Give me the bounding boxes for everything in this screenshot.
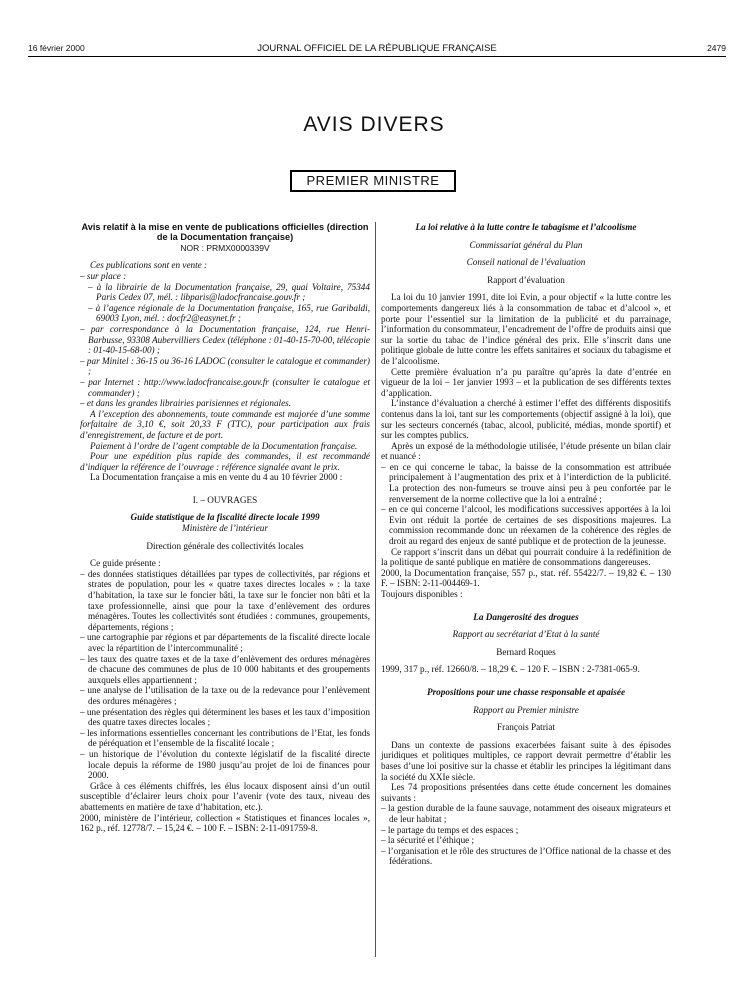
guide-intro: Ce guide présente : xyxy=(90,558,161,569)
paragraph: Grâce à ces éléments chiffrés, les élus locaux disposent ainsi d’un outil susceptible d’éclairer leurs choix pour l’avenir (vote des taux, niveau des abattements en matière de taxe d’habitation, etc.). xyxy=(80,780,370,812)
paragraph: Paiement à l’ordre de l’agent comptable de la Documentation française. xyxy=(90,440,358,451)
list-item: – les taux des quatre taxes et de la taxe d’enlèvement des ordures ménagères de chacune des communes de plus de 10 000 habitants et des groupements auxquels elles appartiennent ; xyxy=(80,653,370,685)
list-item: – une cartographie par régions et par départements de la fiscalité directe locale avec la répartition de l’intercommunalité ; xyxy=(80,632,370,653)
list-item: – par Internet : http://www.ladocfrancaise.gouv.fr (consulter le catalogue et commander) ; xyxy=(80,376,370,398)
ministry-box: PREMIER MINISTRE xyxy=(290,170,456,192)
header-date: 16 février 2000 xyxy=(28,43,85,53)
list-item: – des données statistiques détaillées par types de collectivités, par régions et strates de population, pour les « quatre taxes directes locales » : la taxe d’habitation, la taxe sur le foncier bâti, la taxe sur le foncier non bâti et la taxe professionnelle, ainsi que pour la taxe d’enlèvement des ordures ménagères. Toutes les collectivités sont étudiées : communes, groupements, départements, régions ; xyxy=(80,568,370,632)
chasse-author: François Patriat xyxy=(497,722,555,733)
guide-title: Guide statistique de la fiscalité directe locale 1999 xyxy=(130,512,320,523)
column-divider xyxy=(375,222,376,957)
paragraph: Cette première évaluation n’a pu paraître qu’après la date d’entrée en vigueur de la loi – 1er janvier 1993 – et la publication de ses différents textes d’application. xyxy=(381,366,671,398)
dangerosite-title: La Dangerosité des drogues xyxy=(473,611,579,622)
list-item: – par correspondance à la Documentation française, 124, rue Henri-Barbusse, 93308 Aubervilliers Cedex (téléphone : 01-40-15-70-00, télécopie : 01-40-15-68-00) ; xyxy=(80,323,370,356)
paragraph: Dans un contexte de passions exacerbées faisant suite à des épisodes juridiques et politiques multiples, ce rapport devrait permettre d’établir les bases d’une loi positive sur la chasse et établir les principes la légitimant dans la société du XXIe siècle. xyxy=(381,739,671,782)
list-item: – et dans les grandes librairies parisiennes et régionales. xyxy=(80,398,292,409)
loi-subtitle: Conseil national de l’évaluation xyxy=(466,257,586,268)
paragraph: La Documentation française a mis en vente du 4 au 10 février 2000 : xyxy=(90,472,343,483)
notice-title: Avis relatif à la mise en vente de publications officielles (direction de la Documentation française) xyxy=(81,222,369,243)
loi-subtitle: Rapport d’évaluation xyxy=(487,274,565,285)
guide-ministry: Ministère de l’intérieur xyxy=(182,523,268,534)
list-item: – une analyse de l’utilisation de la taxe ou de la redevance pour l’enlèvement des ordures ménagères ; xyxy=(80,685,370,706)
right-column xyxy=(381,222,671,867)
list-item: – à la librairie de la Documentation française, 29, quai Voltaire, 75344 Paris Cedex 07, mél. : libparis@ladocfrancaise.gouv.fr ; xyxy=(88,281,370,303)
paragraph: La loi du 10 janvier 1991, dite loi Evin, a pour objectif « la lutte contre les comportements dangereux liés à la consommation de tabac et d’alcool », et porte pour l’essentiel sur la limitation de la publicité et du parrainage, l’information du consommateur, l’encadrement de l’offre de produits ainsi que sur la sortie du tabac de l’indice général des prix. Elle s’inscrit dans une politique globale de lutte contre les effets sanitaires et sociaux du tabagisme et de l’alcoolisme. xyxy=(381,292,671,366)
paragraph: L’instance d’évaluation a cherché à estimer l’effet des différents dispositifs contenus dans la loi, tant sur les comportements (objectif assigné à la loi), que sur les secteurs concernés (tabac, alcool, publicité, médias, monde sportif) et sur les comptes publics. xyxy=(381,398,671,441)
list-item: – en ce qui concerne l’alcool, les modifications successives apportées à la loi Evin ont réduit la portée de certaines de ses dispositions majeures. La commission recommande donc un réexamen de la cohérence des règles de droit au regard des enjeux de santé publique et de protection de la jeunesse. xyxy=(381,504,671,547)
loi-subtitle: Commissariat général du Plan xyxy=(469,239,583,250)
left-column xyxy=(80,222,370,834)
paragraph: Les 74 propositions présentées dans cette étude concernent les domaines suivants : xyxy=(381,782,671,803)
loi-reference: 2000, la Documentation française, 557 p., stat. réf. 55422/7. – 19,82 €. – 130 F. – ISBN: 2-11-004469-1. xyxy=(381,567,671,589)
toujours-disponibles: Toujours disponibles : xyxy=(381,589,463,599)
chasse-subtitle: Rapport au Premier ministre xyxy=(473,704,579,715)
list-item: – un historique de l’évolution du contexte législatif de la fiscalité directe locale depuis la réforme de 1980 jusqu’au projet de loi de finances pour 2000. xyxy=(80,748,370,781)
ouvrages-heading: I. – OUVRAGES xyxy=(192,494,258,505)
list-item: – l’organisation et le rôle des structures de l’Office national de la chasse et des fédérations. xyxy=(381,845,671,867)
paragraph: Ce rapport s’inscrit dans un débat qui pourrait conduire à la redéfinition de la politique de santé publique en matière de consommations dangereuses. xyxy=(381,546,671,568)
list-item: – une présentation des règles qui déterminent les bases et les taux d’imposition des quatre taxes directes locales ; xyxy=(80,706,370,728)
list-item: – la sécurité et l’éthique ; xyxy=(381,835,475,846)
dangerosite-subtitle: Rapport au secrétariat d’Etat à la santé xyxy=(452,629,600,640)
chasse-title: Propositions pour une chasse responsable et apaisée xyxy=(426,686,626,697)
list-item: – le partage du temps et des espaces ; xyxy=(381,824,519,835)
list-item: – les informations essentielles concernant les contributions de l’Etat, les fonds de péréquation et l’ensemble de la fiscalité locale ; xyxy=(80,727,370,749)
guide-direction: Direction générale des collectivités locales xyxy=(146,540,304,551)
paragraph: Pour une expédition plus rapide des commandes, il est recommandé d’indiquer la référence de l’ouvrage : référence signalée avant le prix. xyxy=(80,451,370,472)
section-title: AVIS DIVERS xyxy=(303,113,445,136)
dangerosite-author: Bernard Roques xyxy=(496,646,556,657)
list-item: – en ce qui concerne le tabac, la baisse de la consommation est attribuée principalement à l’augmentation des prix et à l’interdiction de la publicité. La protection des non-fumeurs se trouve ainsi peu à peu confortée par le renversement de la norme collective que la loi a entraîné ; xyxy=(381,461,671,504)
page-header xyxy=(28,43,726,57)
header-rule xyxy=(28,56,726,57)
sur-place: – sur place : xyxy=(80,271,127,281)
list-item: – à l’agence régionale de la Documentation française, 165, rue Garibaldi, 69003 Lyon, mél. : docfr2@easynet.fr ; xyxy=(88,302,370,324)
list-item: – la gestion durable de la faune sauvage, notamment des oiseaux migrateurs et de leur habitat ; xyxy=(381,803,671,824)
paragraph: Après un exposé de la méthodologie utilisée, l’étude présente un bilan clair et nuancé : xyxy=(381,440,671,462)
page-number: 2479 xyxy=(707,43,726,53)
loi-title: La loi relative à la lutte contre le tabagisme et l’alcoolisme xyxy=(415,222,637,232)
dangerosite-reference: 1999, 317 p., réf. 12660/8. – 18,29 €. – 120 F. – ISBN : 2-7381-065-9. xyxy=(381,664,640,675)
paragraph: A l’exception des abonnements, toute commande est majorée d’une somme forfaitaire de 3,10 €, soit 20,33 F (TTC), pour participation aux frais d’enregistrement, de facture et de port. xyxy=(80,408,370,440)
nor-reference: NOR : PRMX0000339V xyxy=(180,242,270,253)
sales-intro: Ces publications sont en vente : xyxy=(90,260,208,271)
journal-title: JOURNAL OFFICIEL DE LA RÉPUBLIQUE FRANÇAISE xyxy=(257,43,497,54)
guide-reference: 2000, ministère de l’intérieur, collection « Statistiques et finances locales », 162 p., réf. 12778/7. – 15,24 €. – 100 F. – ISBN: 2-11-091759-8. xyxy=(80,812,370,834)
list-item: – par Minitel : 36-15 ou 36-16 LADOC (consulter le catalogue et commander) ; xyxy=(80,355,370,377)
